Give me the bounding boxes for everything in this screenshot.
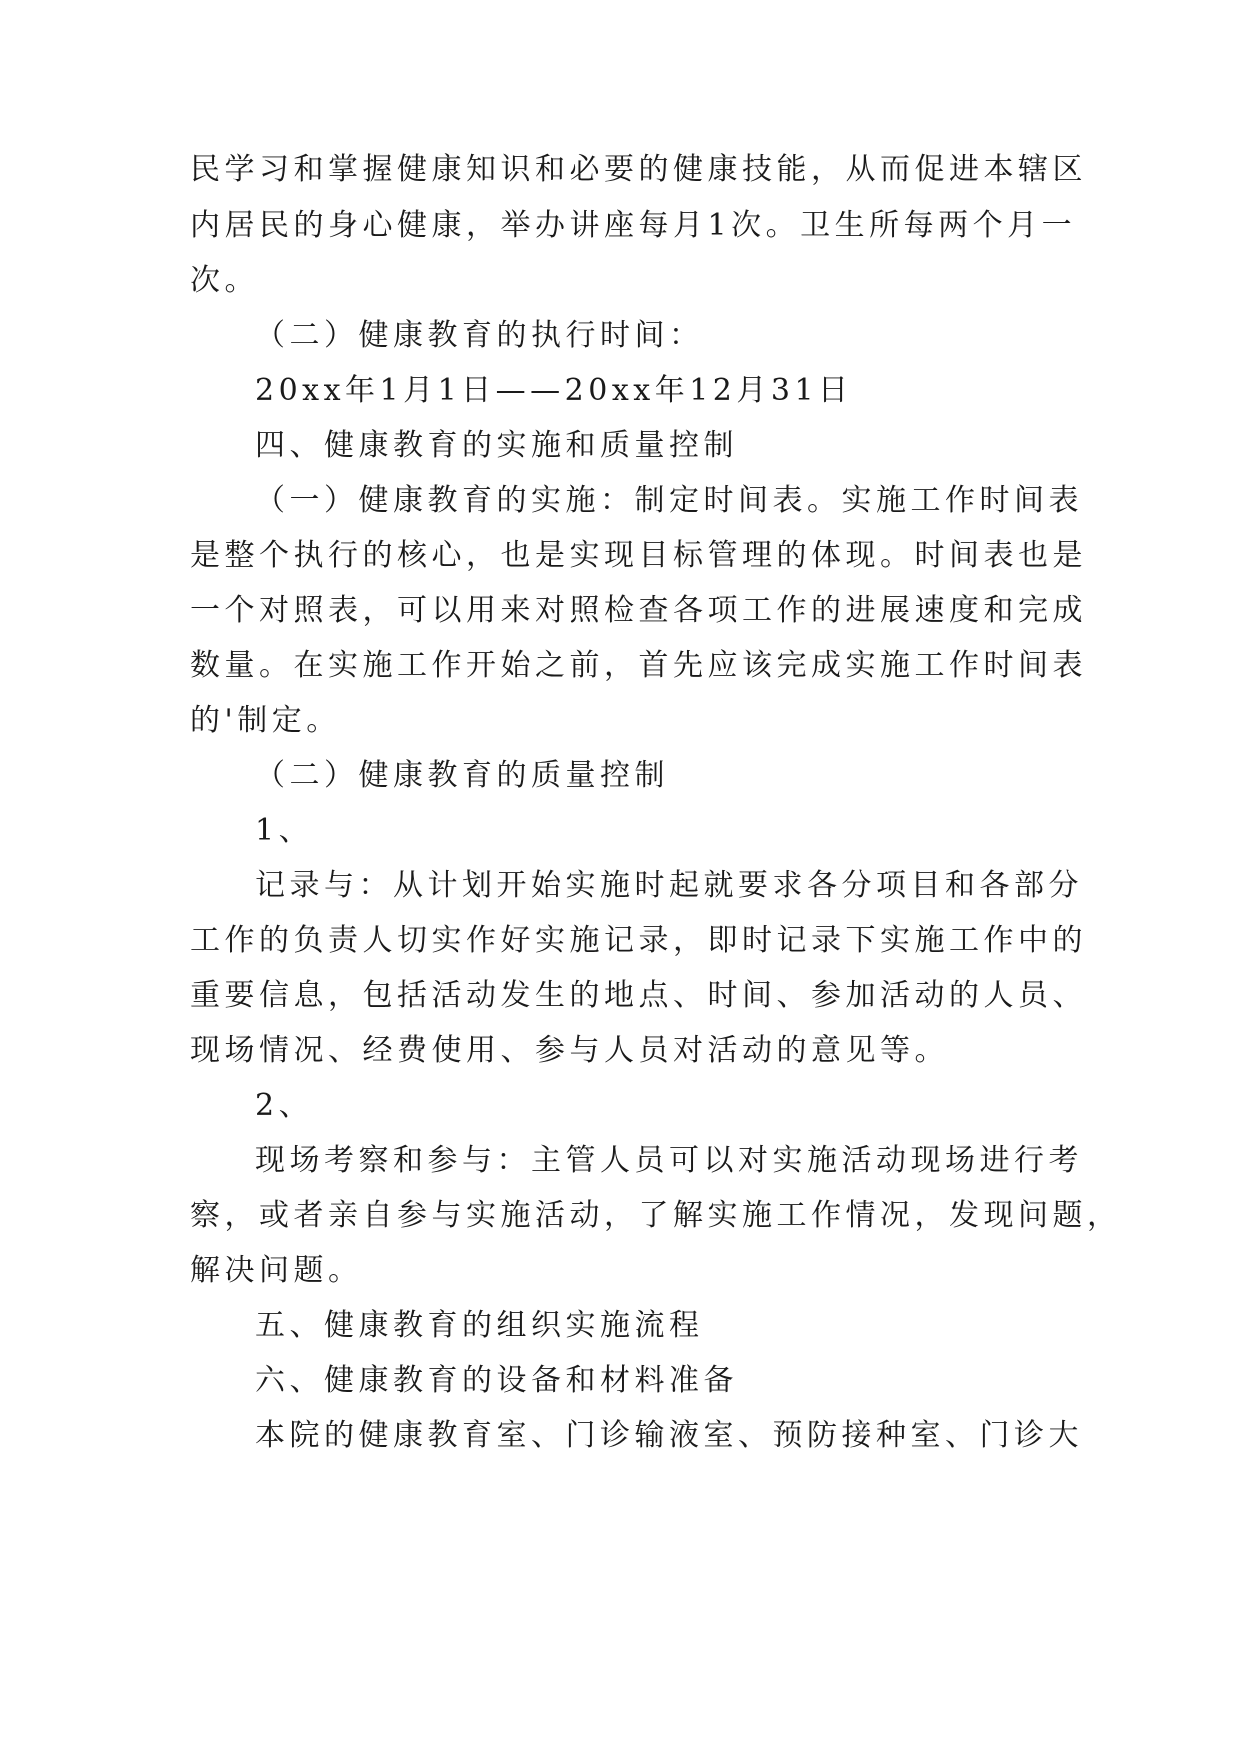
paragraph-line: 是整个执行的核心，也是实现目标管理的体现。时间表也是: [190, 538, 1087, 573]
section-heading: 五、健康教育的组织实施流程: [255, 1308, 704, 1343]
paragraph-line: 工作的负责人切实作好实施记录，即时记录下实施工作中的: [190, 923, 1087, 958]
paragraph-line: 内居民的身心健康，举办讲座每月1次。卫生所每两个月一: [190, 208, 1077, 243]
paragraph-line: 现场考察和参与：主管人员可以对实施活动现场进行考: [255, 1143, 1083, 1178]
list-number: 2、: [255, 1088, 314, 1123]
paragraph-line: 记录与：从计划开始实施时起就要求各分项目和各部分: [255, 868, 1083, 903]
paragraph-line: 本院的健康教育室、门诊输液室、预防接种室、门诊大: [255, 1418, 1083, 1453]
paragraph-line: 察，或者亲自参与实施活动，了解实施工作情况，发现问题，: [190, 1198, 1122, 1233]
paragraph-line: 解决问题。: [190, 1253, 363, 1288]
date-range-line: 20xx年1月1日——20xx年12月31日: [255, 373, 853, 408]
section-heading: 四、健康教育的实施和质量控制: [255, 428, 738, 463]
paragraph-line: 重要信息，包括活动发生的地点、时间、参加活动的人员、: [190, 978, 1087, 1013]
section-heading: （二）健康教育的质量控制: [255, 758, 669, 793]
section-heading: 六、健康教育的设备和材料准备: [255, 1363, 738, 1398]
paragraph-line: 数量。在实施工作开始之前，首先应该完成实施工作时间表: [190, 648, 1087, 683]
paragraph-line: 现场情况、经费使用、参与人员对活动的意见等。: [190, 1033, 949, 1068]
list-number: 1、: [255, 813, 314, 848]
paragraph-line: 民学习和掌握健康知识和必要的健康技能，从而促进本辖区: [190, 152, 1087, 187]
paragraph-line: 一个对照表，可以用来对照检查各项工作的进展速度和完成: [190, 593, 1087, 628]
paragraph-line: 次。: [190, 263, 259, 298]
paragraph-line: （一）健康教育的实施：制定时间表。实施工作时间表: [255, 483, 1083, 518]
paragraph-line: 的'制定。: [190, 703, 341, 738]
section-heading: （二）健康教育的执行时间：: [255, 318, 704, 353]
